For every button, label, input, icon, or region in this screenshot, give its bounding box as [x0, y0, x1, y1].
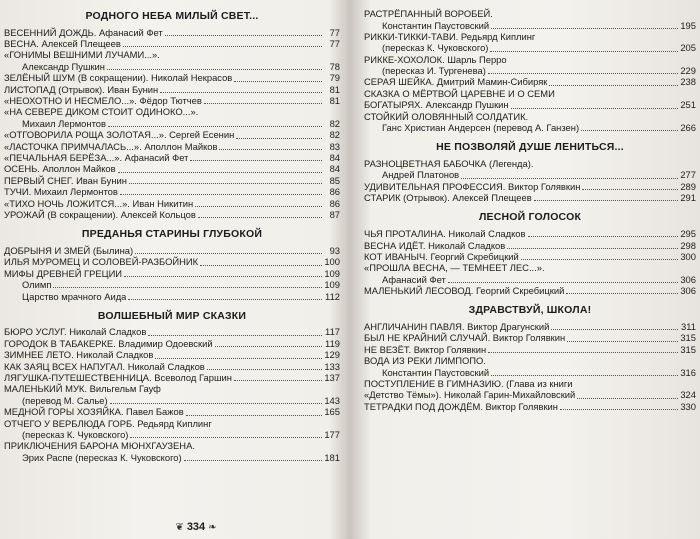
- toc-entry-title: (перевод М. Салье): [22, 394, 108, 406]
- toc-entry[interactable]: [4, 72, 340, 83]
- dot-leader: [577, 396, 678, 399]
- toc-entry-page: 238: [680, 76, 696, 88]
- dot-leader: [186, 413, 322, 416]
- dot-leader: [215, 344, 322, 347]
- toc-entry-title: Царство мрачного Аида: [22, 290, 127, 302]
- toc-entry[interactable]: [364, 251, 696, 262]
- dot-leader: [234, 79, 322, 82]
- toc-entry[interactable]: [364, 31, 696, 42]
- toc-entry[interactable]: [4, 440, 340, 451]
- dot-leader: [128, 297, 322, 300]
- toc-entry-page: 100: [324, 256, 340, 268]
- dot-leader: [488, 71, 678, 74]
- toc-entry[interactable]: [4, 197, 340, 208]
- toc-entry-title: «ГОНИМЫ ВЕШНИМИ ЛУЧАМИ...».: [4, 49, 160, 61]
- toc-entry[interactable]: [364, 122, 696, 133]
- toc-entry[interactable]: [4, 452, 340, 463]
- right-page: [364, 8, 696, 517]
- toc-entry-title: «ТИХО НОЧЬ ЛОЖИТСЯ...». Иван Никитин: [4, 197, 194, 209]
- toc-entry-title: (пересказ К. Чуковского): [382, 42, 489, 54]
- dot-leader: [528, 234, 678, 237]
- toc-entry[interactable]: [364, 285, 696, 296]
- toc-entry[interactable]: [4, 163, 340, 174]
- toc-entry-title: АНГЛИЧАНИН ПАВЛЯ. Виктор Драгунский: [364, 321, 550, 333]
- toc-entry-title: РАСТРЁПАННЫЙ ВОРОБЕЙ.: [364, 8, 493, 20]
- dot-leader: [219, 147, 322, 150]
- toc-entry-title: РИККИ-ТИККИ-ТАВИ. Редьярд Киплинг: [364, 30, 536, 42]
- dot-leader: [521, 257, 678, 260]
- toc-entry[interactable]: [4, 290, 340, 301]
- toc-entry-page: 306: [680, 285, 696, 297]
- toc-entry-title: ТЕТРАДКИ ПОД ДОЖДЁМ. Виктор Голявкин: [364, 400, 558, 412]
- toc-entry-title: ОСЕНЬ. Аполлон Майков: [4, 163, 116, 175]
- toc-entry[interactable]: [4, 338, 340, 349]
- dot-leader: [236, 136, 322, 139]
- toc-entry-title: «НЕОХОТНО И НЕСМЕЛО...». Фёдор Тютчев: [4, 95, 202, 107]
- toc-entry-page: 83: [329, 140, 340, 152]
- toc-entry-title: ПРИКЛЮЧЕНИЯ БАРОНА МЮНХГАУЗЕНА.: [4, 440, 195, 452]
- toc-entry-title: «ПРОШЛА ВЕСНА, — ТЕМНЕЕТ ЛЕС...».: [364, 262, 545, 274]
- toc-entry[interactable]: [4, 152, 340, 163]
- toc-entry-title: СТАРИК (Отрывок). Алексей Плещеев: [364, 192, 532, 204]
- toc-entry[interactable]: [4, 84, 340, 95]
- toc-entry[interactable]: [364, 401, 696, 412]
- toc-entry-title: УДИВИТЕЛЬНАЯ ПРОФЕССИЯ. Виктор Голявкин: [364, 180, 581, 192]
- toc-entry[interactable]: [364, 389, 696, 400]
- toc-entry[interactable]: [364, 228, 696, 239]
- toc-entry-title: БОГАТЫРЯХ. Александр Пушкин: [364, 99, 509, 111]
- toc-entry-title: СКАЗКА О МЁРТВОЙ ЦАРЕВНЕ И О СЕМИ: [364, 87, 555, 99]
- toc-entry-title: Михаил Лермонтов: [22, 117, 106, 129]
- dot-leader: [190, 158, 322, 161]
- toc-entry-title: МИФЫ ДРЕВНЕЙ ГРЕЦИИ: [4, 267, 123, 279]
- toc-entry[interactable]: [364, 262, 696, 273]
- toc-entry-title: «ЛАСТОЧКА ПРИМЧАЛАСЬ...». Аполлон Майков: [4, 140, 218, 152]
- toc-entry-title: ВЕСНА. Алексей Плещеев: [4, 38, 121, 50]
- toc-entry-title: КОТ ИВАНЫЧ. Георгий Скребицкий: [364, 250, 519, 262]
- dot-leader: [549, 83, 678, 86]
- toc-entry[interactable]: [4, 395, 340, 406]
- toc-entry-title: ИЛЬЯ МУРОМЕЦ И СОЛОВЕЙ-РАЗБОЙНИК: [4, 256, 199, 268]
- toc-entry[interactable]: [4, 186, 340, 197]
- toc-entry[interactable]: [4, 141, 340, 152]
- toc-entry-title: УРОЖАЙ (В сокращении). Алексей Кольцов: [4, 208, 196, 220]
- dot-leader: [198, 215, 322, 218]
- toc-entry[interactable]: [4, 38, 340, 49]
- toc-entry[interactable]: [364, 367, 696, 378]
- toc-entry-title: РАЗНОЦВЕТНАЯ БАБОЧКА (Легенда).: [364, 158, 534, 169]
- toc-entry[interactable]: [4, 27, 340, 38]
- section-title: ЗДРАВСТВУЙ, ШКОЛА!: [468, 304, 592, 317]
- dot-leader: [490, 49, 678, 52]
- toc-entry-page: 84: [329, 152, 340, 163]
- dot-leader: [123, 44, 322, 47]
- dot-leader: [129, 181, 322, 184]
- toc-entry[interactable]: [364, 355, 696, 366]
- toc-entry-title: СЕРАЯ ШЕЙКА. Дмитрий Мамин-Сибиряк: [364, 76, 548, 88]
- toc-entry[interactable]: [364, 158, 696, 169]
- toc-entry-page: 109: [324, 279, 340, 291]
- toc-entry[interactable]: [4, 429, 340, 440]
- dot-leader: [581, 128, 678, 131]
- dot-leader: [488, 350, 678, 353]
- dot-leader: [124, 274, 322, 277]
- toc-entry-page: 177: [324, 429, 340, 440]
- toc-entry-title: Ганс Христиан Андерсен (перевод А. Ганзен): [382, 122, 580, 134]
- dot-leader: [195, 204, 322, 207]
- toc-entry-page: 330: [680, 400, 696, 412]
- toc-entry-page: 229: [680, 65, 696, 77]
- toc-entry-page: 84: [329, 163, 340, 175]
- toc-entry[interactable]: [364, 169, 696, 180]
- toc-entry[interactable]: [364, 88, 696, 99]
- toc-entry-title: (пересказ К. Чуковского): [22, 429, 129, 440]
- toc-entry-page: 86: [329, 186, 340, 198]
- dot-leader: [204, 101, 322, 104]
- toc-entry[interactable]: [364, 99, 696, 110]
- toc-entry-page: 300: [680, 250, 696, 262]
- toc-entry-title: Эрих Распе (пересказ К. Чуковского): [22, 451, 182, 463]
- dot-leader: [160, 90, 322, 93]
- toc-entry-title: КАК ЗАЯЦ ВСЕХ НАПУГАЛ. Николай Сладков: [4, 360, 205, 372]
- toc-entry-title: БЫЛ НЕ КРАЙНИЙ СЛУЧАЙ. Виктор Голявкин: [364, 332, 566, 344]
- dot-leader: [551, 327, 678, 330]
- toc-entry-title: «ОТГОВОРИЛА РОЩА ЗОЛОТАЯ...». Сергей Есенин: [4, 129, 235, 141]
- toc-entry-page: 291: [680, 192, 696, 204]
- left-page: [4, 8, 340, 517]
- page-number-value: 334: [186, 521, 206, 533]
- toc-entry[interactable]: [4, 245, 340, 256]
- toc-entry-page: 129: [324, 349, 340, 361]
- toc-entry[interactable]: [4, 61, 340, 72]
- toc-entry-page: 137: [324, 372, 340, 384]
- ornament-left-icon: ❦: [175, 522, 184, 533]
- toc-entry-title: ЗЕЛЁНЫЙ ШУМ (В сокращении). Николай Некрасов: [4, 72, 233, 84]
- toc-entry-title: Андрей Платонов: [382, 169, 460, 181]
- toc-entry-page: 81: [329, 95, 340, 107]
- toc-entry[interactable]: [364, 332, 696, 343]
- dot-leader: [108, 124, 322, 127]
- toc-entry[interactable]: [364, 192, 696, 203]
- dot-leader: [461, 176, 678, 179]
- toc-entry[interactable]: [364, 321, 696, 332]
- toc-entry-page: 315: [680, 343, 696, 355]
- toc-entry-page: 306: [680, 273, 696, 285]
- toc-entry-title: МАЛЕНЬКИЙ ЛЕСОВОД. Георгий Скребицкий: [364, 285, 565, 297]
- toc-entry-page: 93: [329, 244, 340, 256]
- toc-entry[interactable]: [4, 256, 340, 267]
- toc-entry-title: ЛИСТОПАД (Отрывок). Иван Бунин: [4, 83, 159, 95]
- toc-entry-title: (пересказ И. Тургенева): [382, 65, 486, 77]
- toc-entry-title: Олимп: [22, 279, 52, 291]
- toc-entry-page: 181: [324, 451, 340, 463]
- dot-leader: [511, 106, 678, 109]
- toc-entry[interactable]: [364, 344, 696, 355]
- toc-entry-title: ПЕРВЫЙ СНЕГ. Иван Бунин: [4, 174, 127, 186]
- toc-entry[interactable]: [364, 76, 696, 87]
- toc-entry-title: ГОРОДОК В ТАБАКЕРКЕ. Владимир Одоевский: [4, 337, 213, 349]
- toc-entry[interactable]: [364, 378, 696, 389]
- toc-entry-title: «НА СЕВЕРЕ ДИКОМ СТОИТ ОДИНОКО...».: [4, 106, 199, 118]
- toc-entry[interactable]: [4, 175, 340, 186]
- toc-entry[interactable]: [364, 42, 696, 53]
- page-number: [156, 521, 236, 533]
- toc-entry[interactable]: [364, 111, 696, 122]
- toc-entry[interactable]: [4, 383, 340, 394]
- toc-entry-title: ЗИМНЕЕ ЛЕТО. Николай Сладков: [4, 349, 154, 361]
- toc-entry-page: 133: [324, 360, 340, 372]
- toc-entry-page: 277: [680, 169, 696, 181]
- toc-entry-title: ДОБРЫНЯ И ЗМЕЙ (Былина): [4, 244, 134, 256]
- toc-entry[interactable]: [4, 418, 340, 429]
- dot-leader: [165, 33, 322, 36]
- toc-entry[interactable]: [4, 95, 340, 106]
- toc-entry-page: 315: [680, 332, 696, 344]
- toc-entry-page: 117: [325, 326, 340, 338]
- toc-entry-page: 205: [680, 42, 696, 54]
- toc-entry-title: Александр Пушкин: [22, 60, 105, 72]
- toc-entry-title: ВЕСЕННИЙ ДОЖДЬ. Афанасий Фет: [4, 26, 163, 38]
- toc-entry-title: ВОДА ИЗ РЕКИ ЛИМПОПО.: [364, 355, 486, 367]
- toc-entry-title: Константин Паустовский: [382, 19, 490, 31]
- toc-entry[interactable]: [4, 268, 340, 279]
- toc-entry[interactable]: [4, 361, 340, 372]
- section-title: ЛЕСНОЙ ГОЛОСОК: [478, 211, 582, 224]
- dot-leader: [53, 285, 322, 288]
- toc-entry-page: 298: [680, 239, 696, 251]
- toc-entry[interactable]: [364, 54, 696, 65]
- toc-entry-page: 251: [680, 99, 696, 111]
- dot-leader: [130, 435, 322, 438]
- toc-entry[interactable]: [364, 274, 696, 285]
- toc-entry[interactable]: [4, 129, 340, 140]
- dot-leader: [120, 192, 322, 195]
- section-title: ВОЛШЕБНЫЙ МИР СКАЗКИ: [97, 309, 247, 322]
- toc-entry-page: 165: [324, 406, 340, 418]
- dot-leader: [110, 401, 322, 404]
- toc-entry-page: 266: [680, 122, 696, 134]
- toc-entry-page: 82: [329, 117, 340, 129]
- toc-entry-page: 311: [681, 321, 696, 333]
- toc-entry-page: 77: [329, 38, 340, 50]
- toc-entry-page: 85: [329, 174, 340, 186]
- dot-leader: [207, 367, 322, 370]
- toc-entry[interactable]: [4, 349, 340, 360]
- toc-entry-page: 82: [329, 129, 340, 141]
- toc-entry-title: РИККЕ-ХОХОЛОК. Шарль Перро: [364, 53, 507, 65]
- dot-leader: [155, 356, 322, 359]
- dot-leader: [534, 198, 678, 201]
- toc-entry-title: Константин Паустовский: [382, 366, 490, 378]
- toc-entry[interactable]: [364, 8, 696, 19]
- toc-entry-page: 119: [325, 337, 340, 349]
- toc-entry-page: 81: [329, 83, 340, 95]
- dot-leader: [148, 333, 322, 336]
- toc-entry-page: 324: [680, 389, 696, 401]
- toc-entry[interactable]: [4, 326, 340, 337]
- toc-entry-page: 289: [680, 180, 696, 192]
- toc-entry-title: Афанасий Фет: [382, 273, 446, 285]
- toc-entry[interactable]: [364, 239, 696, 250]
- dot-leader: [200, 263, 322, 266]
- toc-entry[interactable]: [4, 118, 340, 129]
- toc-entry[interactable]: [4, 279, 340, 290]
- dot-leader: [566, 291, 678, 294]
- toc-entry[interactable]: [364, 19, 696, 30]
- dot-leader: [448, 280, 678, 283]
- section-title: РОДНОГО НЕБА МИЛЫЙ СВЕТ...: [85, 10, 259, 22]
- dot-leader: [582, 187, 678, 190]
- toc-entry-page: 195: [680, 19, 696, 31]
- dot-leader: [491, 26, 678, 29]
- toc-entry[interactable]: [4, 406, 340, 417]
- toc-entry-page: 109: [324, 267, 340, 279]
- toc-entry-title: ПОСТУПЛЕНИЕ В ГИМНАЗИЮ. (Глава из книги: [364, 378, 573, 390]
- dot-leader: [184, 458, 322, 461]
- toc-entry[interactable]: [4, 49, 340, 60]
- dot-leader: [491, 373, 678, 376]
- ornament-right-icon: ❧: [208, 522, 217, 533]
- toc-entry-title: «Детство Тёмы»). Николай Гарин-Михайловский: [364, 389, 576, 401]
- toc-entry-page: 87: [329, 208, 340, 220]
- toc-entry[interactable]: [4, 372, 340, 383]
- toc-entry[interactable]: [4, 209, 340, 220]
- toc-entry-page: 77: [329, 26, 340, 38]
- toc-entry-title: ЧЬЯ ПРОТАЛИНА. Николай Сладков: [364, 228, 526, 240]
- toc-entry[interactable]: [364, 181, 696, 192]
- toc-entry-title: ТУЧИ. Михаил Лермонтов: [4, 186, 118, 198]
- dot-leader: [567, 339, 678, 342]
- toc-entry-title: МЕДНОЙ ГОРЫ ХОЗЯЙКА. Павел Бажов: [4, 406, 184, 418]
- section-title: ПРЕДАНЬЯ СТАРИНЫ ГЛУБОКОЙ: [81, 228, 263, 241]
- dot-leader: [135, 251, 322, 254]
- section-title: НЕ ПОЗВОЛЯЙ ДУШЕ ЛЕНИТЬСЯ...: [436, 141, 624, 154]
- toc-entry-title: ЛЯГУШКА-ПУТЕШЕСТВЕННИЦА. Всеволод Гаршин: [4, 372, 232, 384]
- toc-entry-page: 295: [680, 228, 696, 240]
- toc-entry-page: 143: [324, 394, 340, 406]
- toc-entry-title: ВЕСНА ИДЁТ. Николай Сладков: [364, 239, 506, 251]
- toc-entry-page: 316: [680, 366, 696, 378]
- toc-entry-page: 86: [329, 197, 340, 209]
- dot-leader: [118, 170, 322, 173]
- toc-entry-page: 78: [329, 60, 340, 72]
- dot-leader: [507, 246, 678, 249]
- toc-entry-page: 112: [325, 290, 340, 302]
- toc-entry-title: БЮРО УСЛУГ. Николай Сладков: [4, 326, 147, 338]
- dot-leader: [560, 407, 678, 410]
- toc-entry-title: МАЛЕНЬКИЙ МУК. Вильгельм Гауф: [4, 383, 161, 395]
- toc-entry[interactable]: [4, 106, 340, 117]
- toc-entry-page: 79: [329, 72, 340, 84]
- dot-leader: [234, 378, 322, 381]
- toc-entry-title: ОТЧЕГО У ВЕРБЛЮДА ГОРБ. Редьярд Киплинг: [4, 417, 212, 429]
- toc-entry-title: СТОЙКИЙ ОЛОВЯННЫЙ СОЛДАТИК.: [364, 110, 529, 122]
- toc-entry[interactable]: [364, 65, 696, 76]
- toc-entry-title: «ПЕЧАЛЬНАЯ БЕРЁЗА...». Афанасий Фет: [4, 152, 189, 163]
- toc-entry-title: НЕ ВЕЗЁТ. Виктор Голявкин: [364, 343, 487, 355]
- dot-leader: [107, 67, 322, 70]
